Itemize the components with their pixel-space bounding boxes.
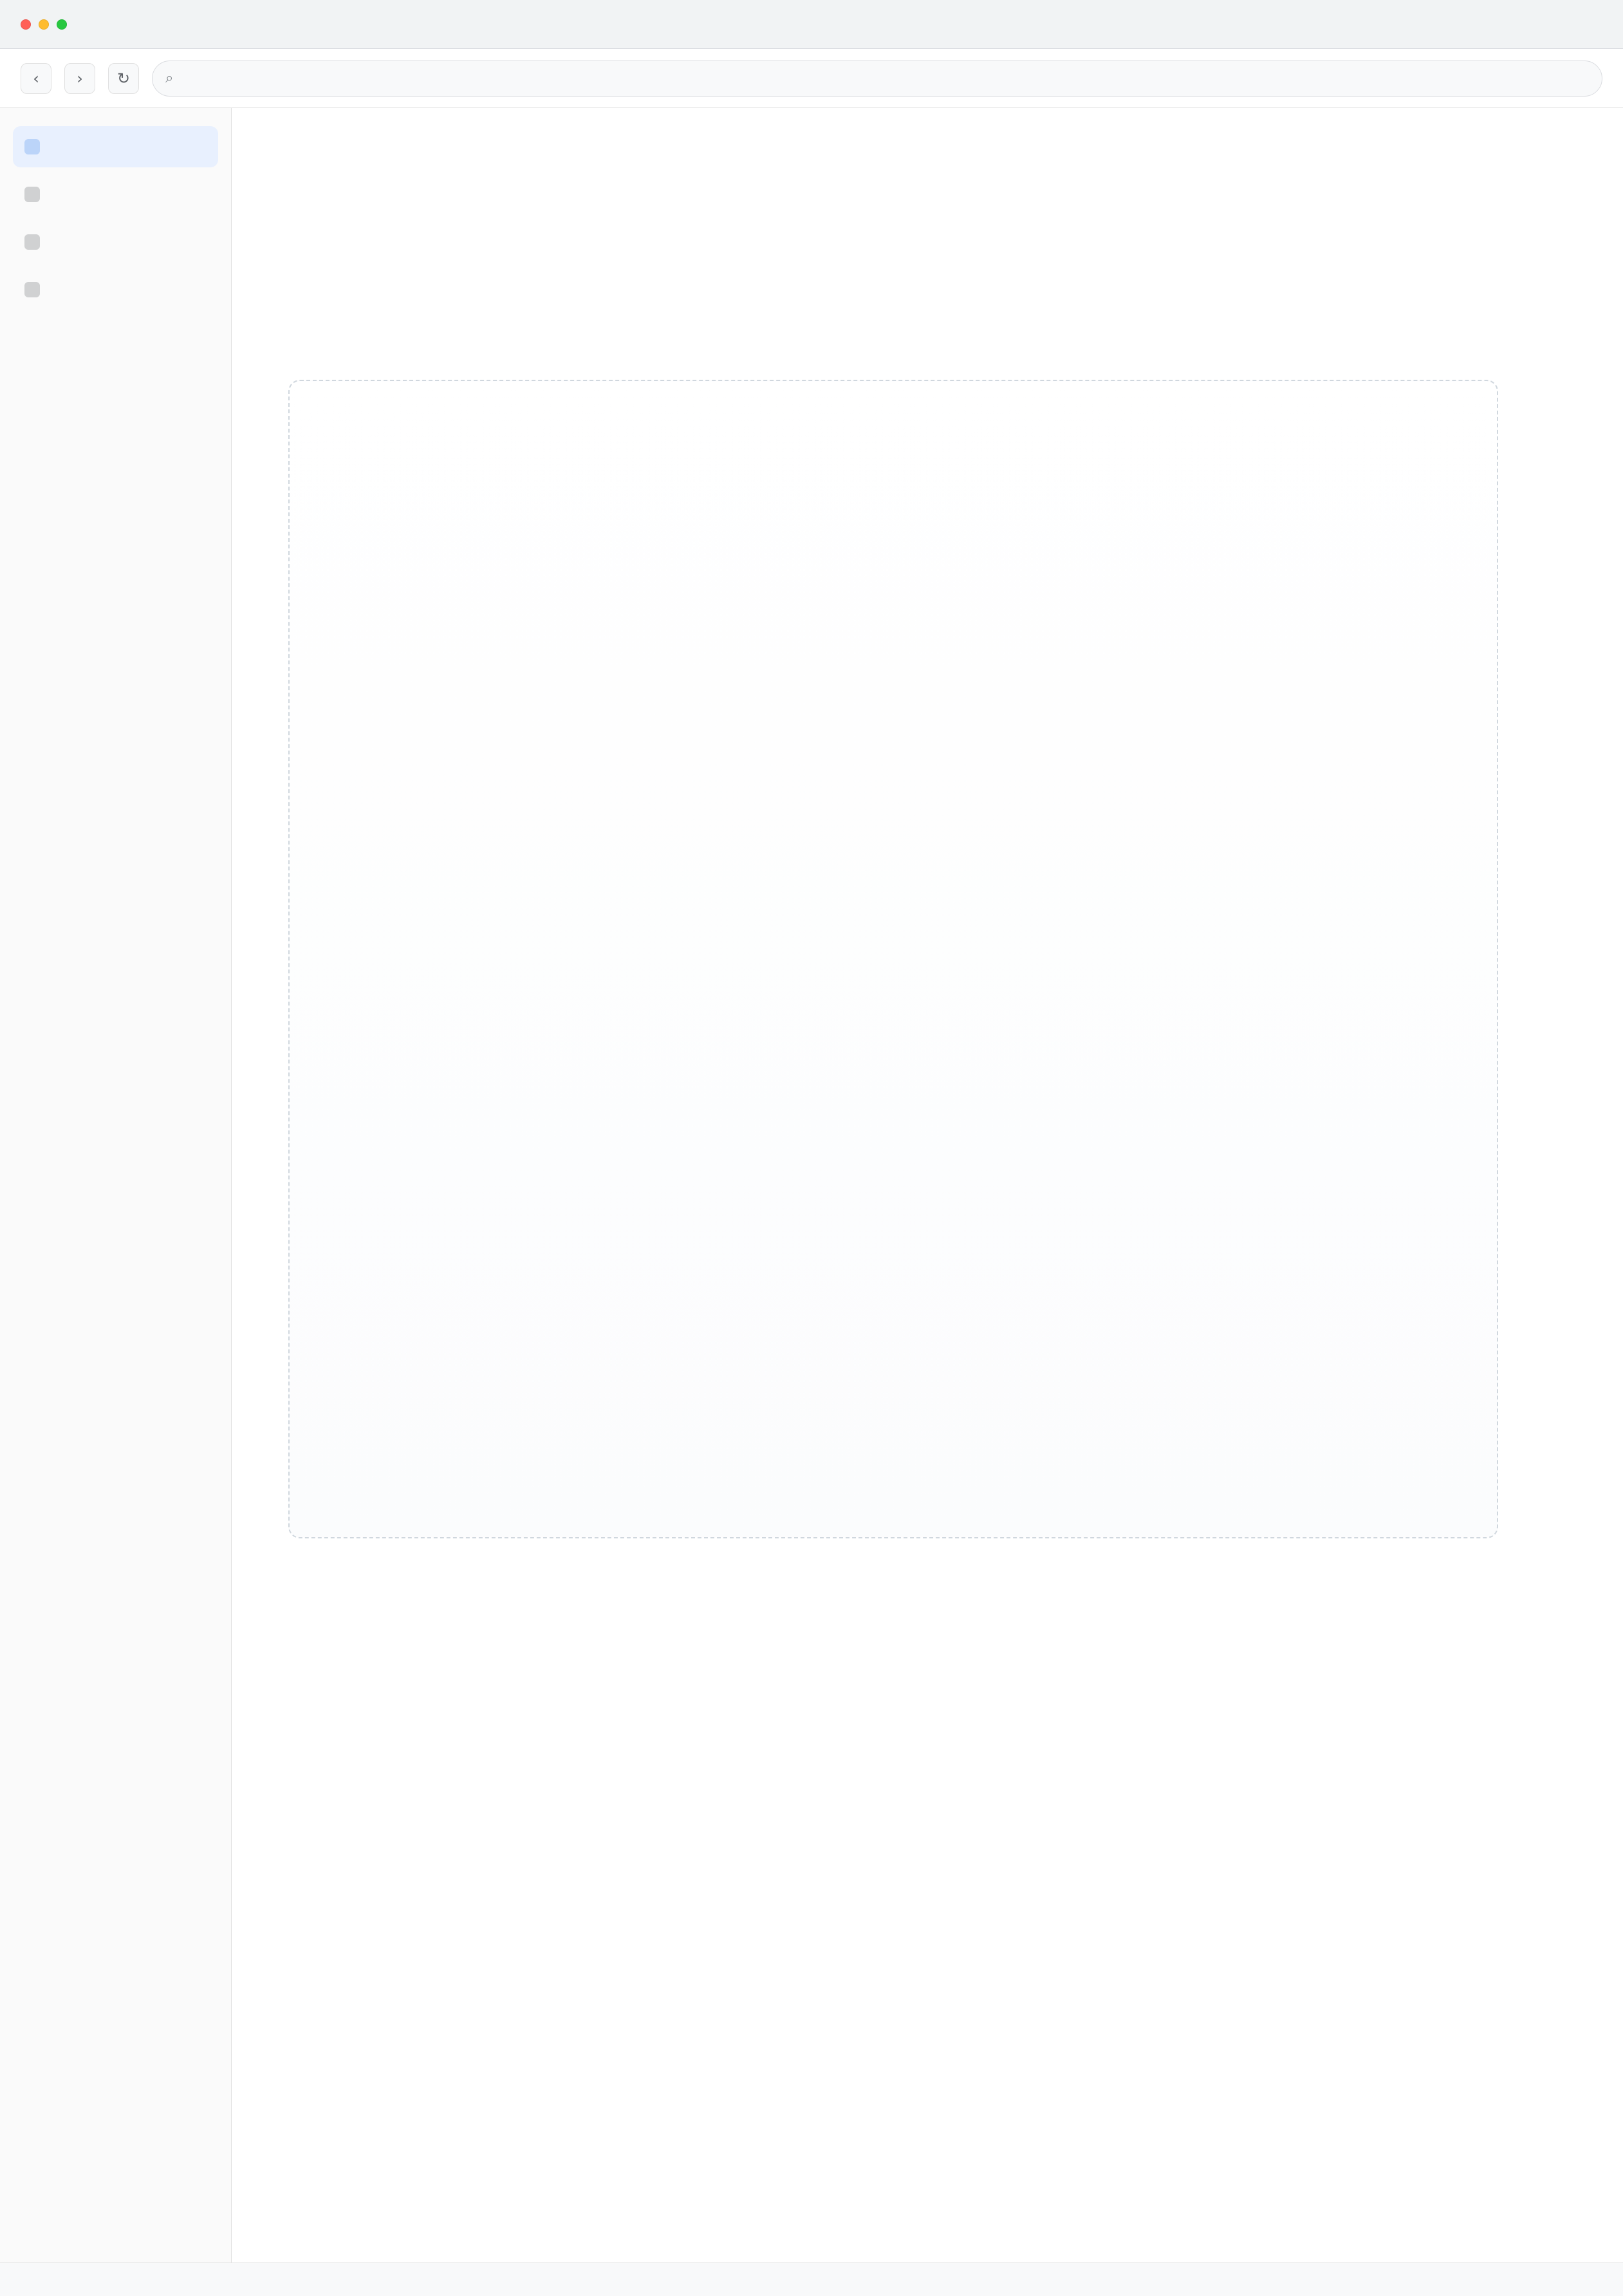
sidebar-item-icon (24, 139, 40, 154)
status-bar (0, 2263, 1623, 2296)
search-input[interactable] (181, 69, 1589, 88)
back-icon[interactable]: ‹ (21, 63, 51, 94)
search-icon: ⌕ (165, 70, 174, 86)
window-controls (21, 19, 67, 30)
forward-icon[interactable]: › (64, 63, 95, 94)
page-title (288, 188, 1566, 229)
sidebar-item-icon (24, 187, 40, 202)
maximize-window-icon[interactable] (57, 19, 67, 30)
address-bar[interactable] (152, 61, 1602, 97)
window-header (0, 0, 1623, 49)
main-panel (232, 108, 1623, 2296)
close-window-icon[interactable] (21, 19, 31, 30)
sidebar-item-4[interactable] (13, 269, 218, 310)
content-placeholder (288, 380, 1498, 1538)
toolbar (0, 49, 1623, 108)
sidebar-item-3[interactable] (13, 221, 218, 263)
body-text (288, 247, 1421, 344)
sidebar-item-2[interactable] (13, 174, 218, 215)
sidebar-item-icon (24, 282, 40, 297)
sidebar-item-1[interactable] (13, 126, 218, 167)
sidebar (0, 108, 232, 2296)
breadcrumb (288, 149, 1566, 167)
minimize-window-icon[interactable] (39, 19, 49, 30)
refresh-icon[interactable]: ↻ (108, 63, 139, 94)
content-area (0, 108, 1623, 2296)
sidebar-item-icon (24, 234, 40, 250)
